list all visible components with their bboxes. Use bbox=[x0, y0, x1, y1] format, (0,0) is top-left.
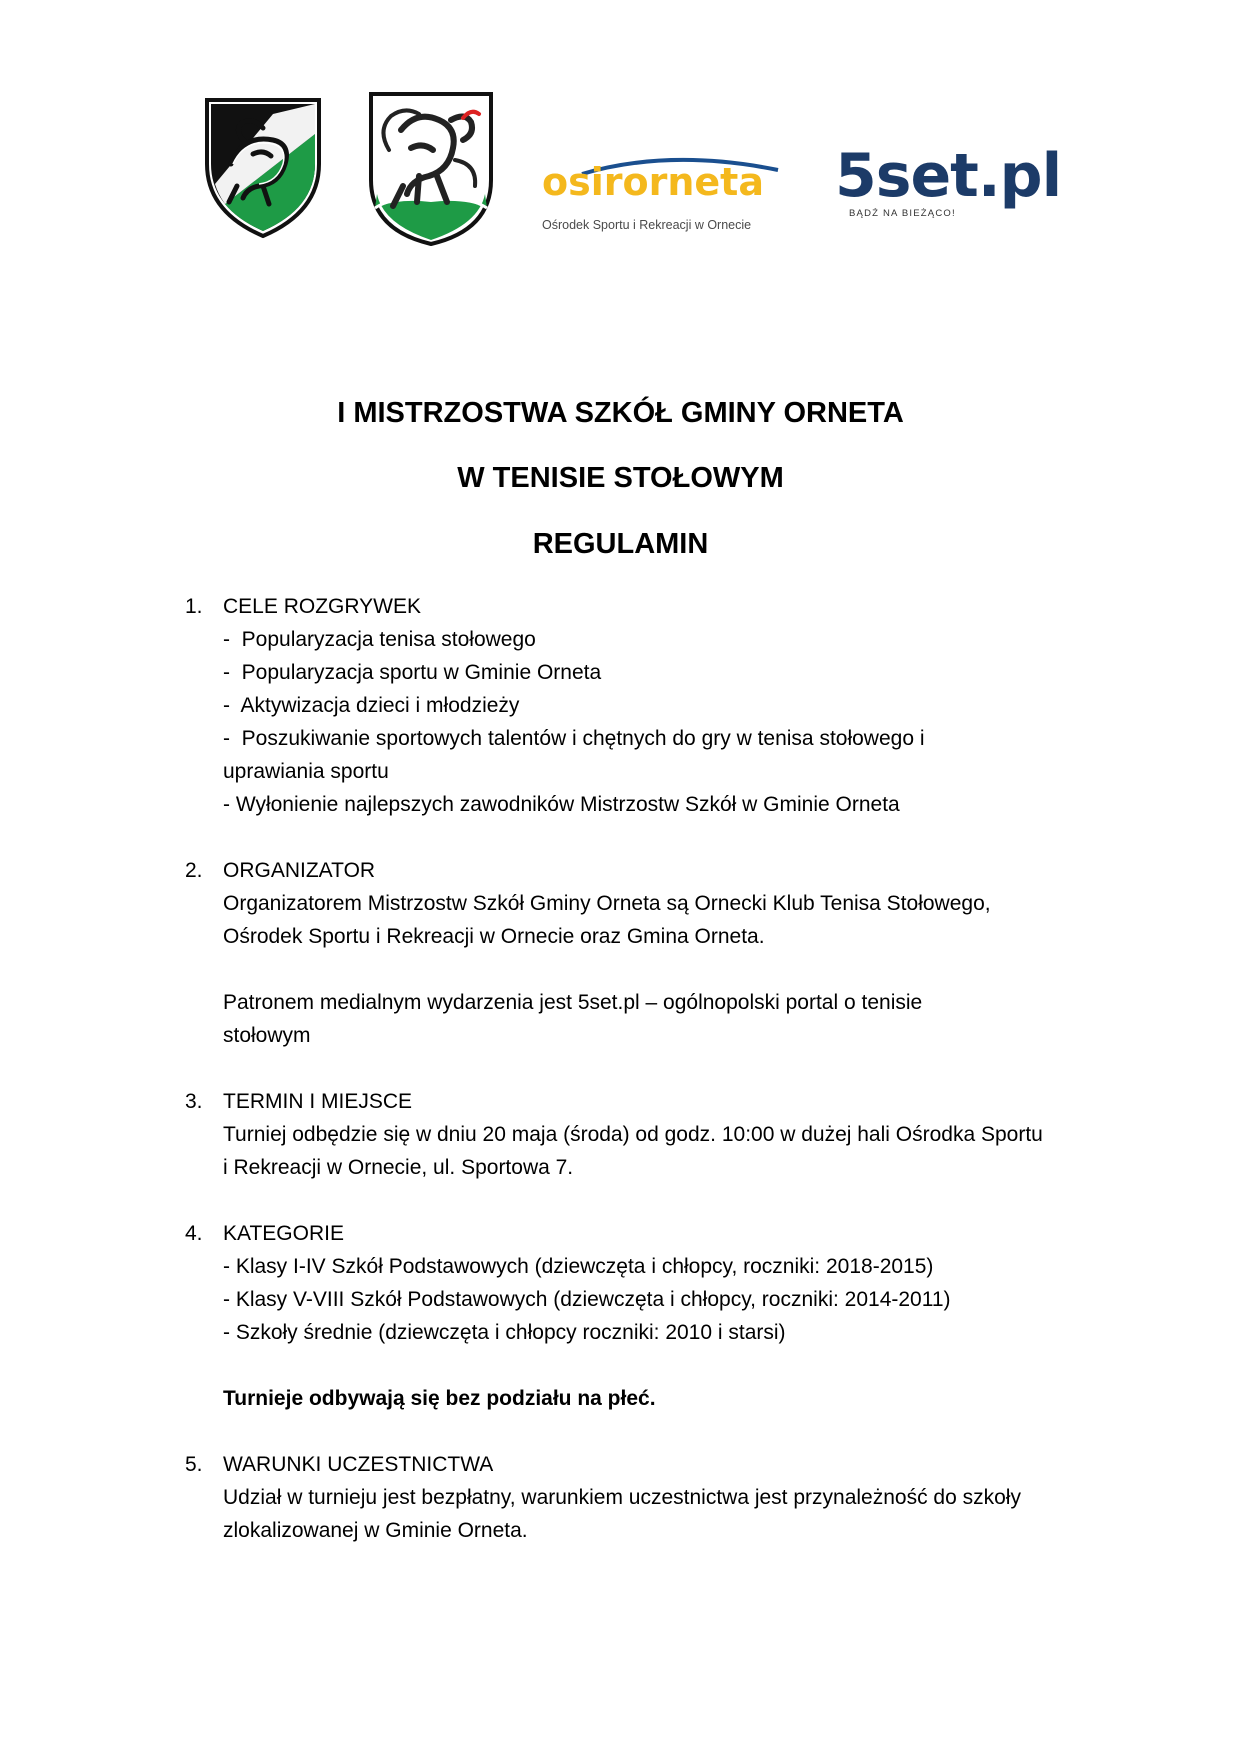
section-body bbox=[185, 1250, 1105, 1415]
section-heading bbox=[185, 1448, 1105, 1481]
section-body bbox=[185, 887, 1105, 1052]
club-crest-logo bbox=[203, 94, 323, 240]
section-title: KATEGORIE bbox=[223, 1222, 344, 1245]
section-number: 2. bbox=[185, 859, 203, 882]
section-title: ORGANIZATOR bbox=[223, 859, 376, 882]
section-organizer bbox=[185, 854, 1105, 1052]
list-item: - Klasy I-IV Szkół Podstawowych (dziewczęta i chłopcy, roczniki: 2018-2015) bbox=[223, 1255, 934, 1278]
5set-wordmark: 5set.pl bbox=[835, 141, 1062, 211]
document-title-line3: REGULAMIN bbox=[532, 528, 709, 560]
section-number: 1. bbox=[185, 595, 203, 618]
section-number: 5. bbox=[185, 1453, 203, 1476]
section-title: TERMIN I MIEJSCE bbox=[223, 1090, 413, 1113]
section-body bbox=[185, 1118, 1105, 1184]
paragraph-line: Organizatorem Mistrzostw Szkół Gminy Orneta są Ornecki Klub Tenisa Stołowego, bbox=[223, 892, 991, 915]
section-heading bbox=[185, 590, 1105, 623]
list-item: - Aktywizacja dzieci i młodzieży bbox=[223, 694, 520, 717]
list-item: - Popularyzacja sportu w Gminie Orneta bbox=[223, 661, 602, 684]
paragraph-line: Patronem medialnym wydarzenia jest 5set.pl – ogólnopolski portal o tenisie bbox=[223, 991, 923, 1014]
5set-logo bbox=[835, 141, 1062, 224]
osir-wordmark: osirorneta bbox=[542, 160, 764, 204]
section-categories bbox=[185, 1217, 1105, 1415]
section-number: 4. bbox=[185, 1222, 203, 1245]
section-heading bbox=[185, 1085, 1105, 1118]
section-participation bbox=[185, 1448, 1105, 1547]
list-item: - Wyłonienie najlepszych zawodników Mistrzostw Szkół w Gminie Orneta bbox=[223, 793, 900, 816]
5set-tagline: BĄDŹ NA BIEŻĄCO! bbox=[849, 208, 956, 219]
osir-orneta-logo bbox=[540, 162, 780, 242]
osir-subtitle: Ośrodek Sportu i Rekreacji w Ornecie bbox=[542, 218, 752, 232]
section-body bbox=[185, 623, 1105, 821]
paragraph-line: Ośrodek Sportu i Rekreacji w Ornecie oraz Gmina Orneta. bbox=[223, 925, 765, 948]
list-item: - Szkoły średnie (dziewczęta i chłopcy roczniki: 2010 i starsi) bbox=[223, 1321, 786, 1344]
section-goals bbox=[185, 590, 1105, 821]
paragraph-line: i Rekreacji w Ornecie, ul. Sportowa 7. bbox=[223, 1156, 574, 1179]
document-title-line1: I MISTRZOSTWA SZKÓŁ GMINY ORNETA bbox=[337, 397, 904, 429]
list-item: - Popularyzacja tenisa stołowego bbox=[223, 628, 536, 651]
paragraph-line: Turniej odbędzie się w dniu 20 maja (środa) od godz. 10:00 w dużej hali Ośrodka Sportu bbox=[223, 1123, 1043, 1146]
coat-of-arms-logo bbox=[367, 90, 495, 248]
list-item: - Poszukiwanie sportowych talentów i chętnych do gry w tenisa stołowego i bbox=[223, 727, 925, 750]
document-title-line2: W TENISIE STOŁOWYM bbox=[457, 462, 784, 494]
section-heading bbox=[185, 854, 1105, 887]
section-title: WARUNKI UCZESTNICTWA bbox=[223, 1453, 494, 1476]
section-title: CELE ROZGRYWEK bbox=[223, 595, 421, 618]
regulations-sections bbox=[185, 590, 1105, 1580]
bold-note: Turnieje odbywają się bez podziału na płeć. bbox=[223, 1387, 656, 1410]
list-item: uprawiania sportu bbox=[223, 760, 389, 783]
section-heading bbox=[185, 1217, 1105, 1250]
section-body bbox=[185, 1481, 1105, 1547]
paragraph-line: Udział w turnieju jest bezpłatny, warunkiem uczestnictwa jest przynależność do szkoły bbox=[223, 1486, 1021, 1509]
list-item: - Klasy V-VIII Szkół Podstawowych (dziewczęta i chłopcy, roczniki: 2014-2011) bbox=[223, 1288, 951, 1311]
logo-bar bbox=[0, 90, 1241, 260]
section-date-place bbox=[185, 1085, 1105, 1184]
paragraph-line: zlokalizowanej w Gminie Orneta. bbox=[223, 1519, 528, 1542]
section-number: 3. bbox=[185, 1090, 203, 1113]
paragraph-line: stołowym bbox=[223, 1024, 311, 1047]
